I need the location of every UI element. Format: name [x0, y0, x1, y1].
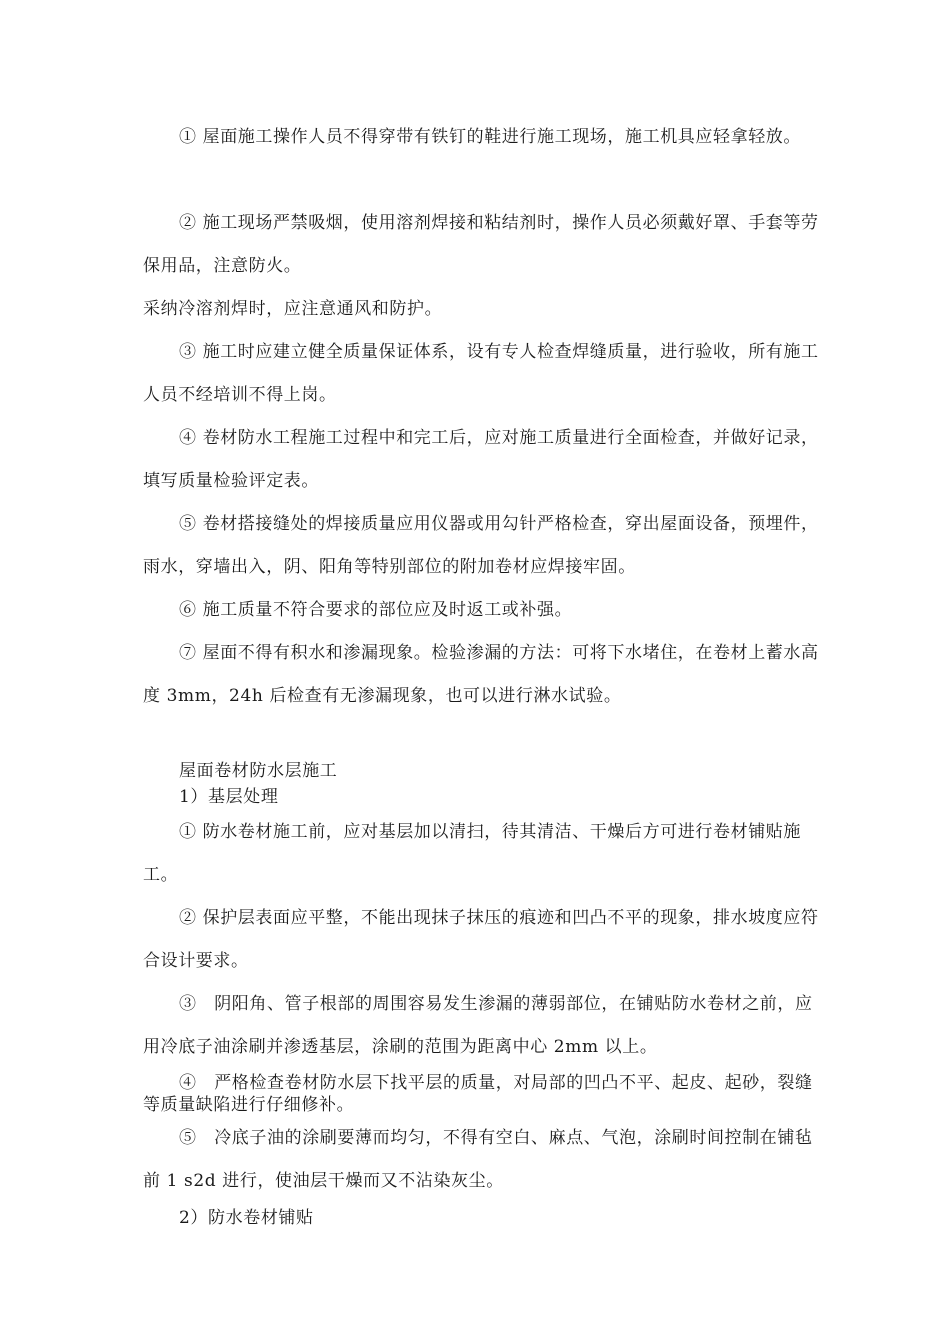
- paragraph-safety-2: ② 施工现场严禁吸烟，使用溶剂焊接和粘结剂时，操作人员必须戴好罩、手套等劳保用品，注意防火。: [143, 213, 819, 276]
- paragraph-safety-3: ③ 施工时应建立健全质量保证体系，设有专人检查焊缝质量，进行验收，所有施工人员不经培训不得上岗。: [143, 342, 819, 405]
- section-heading: 屋面卷材防水层施工: [179, 761, 338, 781]
- paragraph-safety-1: ① 屋面施工操作人员不得穿带有铁钉的鞋进行施工现场，施工机具应轻拿轻放。: [179, 127, 802, 147]
- paragraph-base-2: ② 保护层表面应平整，不能出现抹子抹压的痕迹和凹凸不平的现象，排水坡度应符合设计要求。: [143, 908, 819, 971]
- paragraph-base-1: ① 防水卷材施工前，应对基层加以清扫，待其清洁、干燥后方可进行卷材铺贴施工。: [143, 822, 802, 885]
- paragraph-base-3: ③ 阴阳角、管子根部的周围容易发生渗漏的薄弱部位，在铺贴防水卷材之前，应用冷底子油涂刷并渗透基层，涂刷的范围为距离中心 2mm 以上。: [143, 994, 813, 1057]
- paragraph-safety-5: ⑤ 卷材搭接缝处的焊接质量应用仪器或用勾针严格检查，穿出屋面设备，预埋件，雨水，穿墙出入，阴、阳角等特别部位的附加卷材应焊接牢固。: [143, 514, 819, 577]
- paragraph-base-5: ⑤ 冷底子油的涂刷要薄而均匀，不得有空白、麻点、气泡，涂刷时间控制在铺毡前 1 s2d 进行，使油层干燥而又不沾染灰尘。: [143, 1128, 813, 1191]
- paragraph-safety-4: ④ 卷材防水工程施工过程中和完工后，应对施工质量进行全面检查，并做好记录，填写质量检验评定表。: [143, 428, 819, 491]
- paragraph-safety-7: ⑦ 屋面不得有积水和渗漏现象。检验渗漏的方法：可将下水堵住，在卷材上蓄水高度 3mm，24h 后检查有无渗漏现象，也可以进行淋水试验。: [143, 643, 819, 706]
- paragraph-cold-solvent: 采纳冷溶剂焊时，应注意通风和防护。: [143, 299, 443, 319]
- paragraph-safety-6: ⑥ 施工质量不符合要求的部位应及时返工或补强。: [179, 600, 573, 620]
- subsection-heading-2: 2）防水卷材铺贴: [179, 1208, 314, 1228]
- subsection-heading-1: 1）基层处理: [179, 787, 279, 807]
- paragraph-base-4: ④ 严格检查卷材防水层下找平层的质量，对局部的凹凸不平、起皮、起砂，裂缝等质量缺陷进行仔细修补。: [143, 1073, 813, 1115]
